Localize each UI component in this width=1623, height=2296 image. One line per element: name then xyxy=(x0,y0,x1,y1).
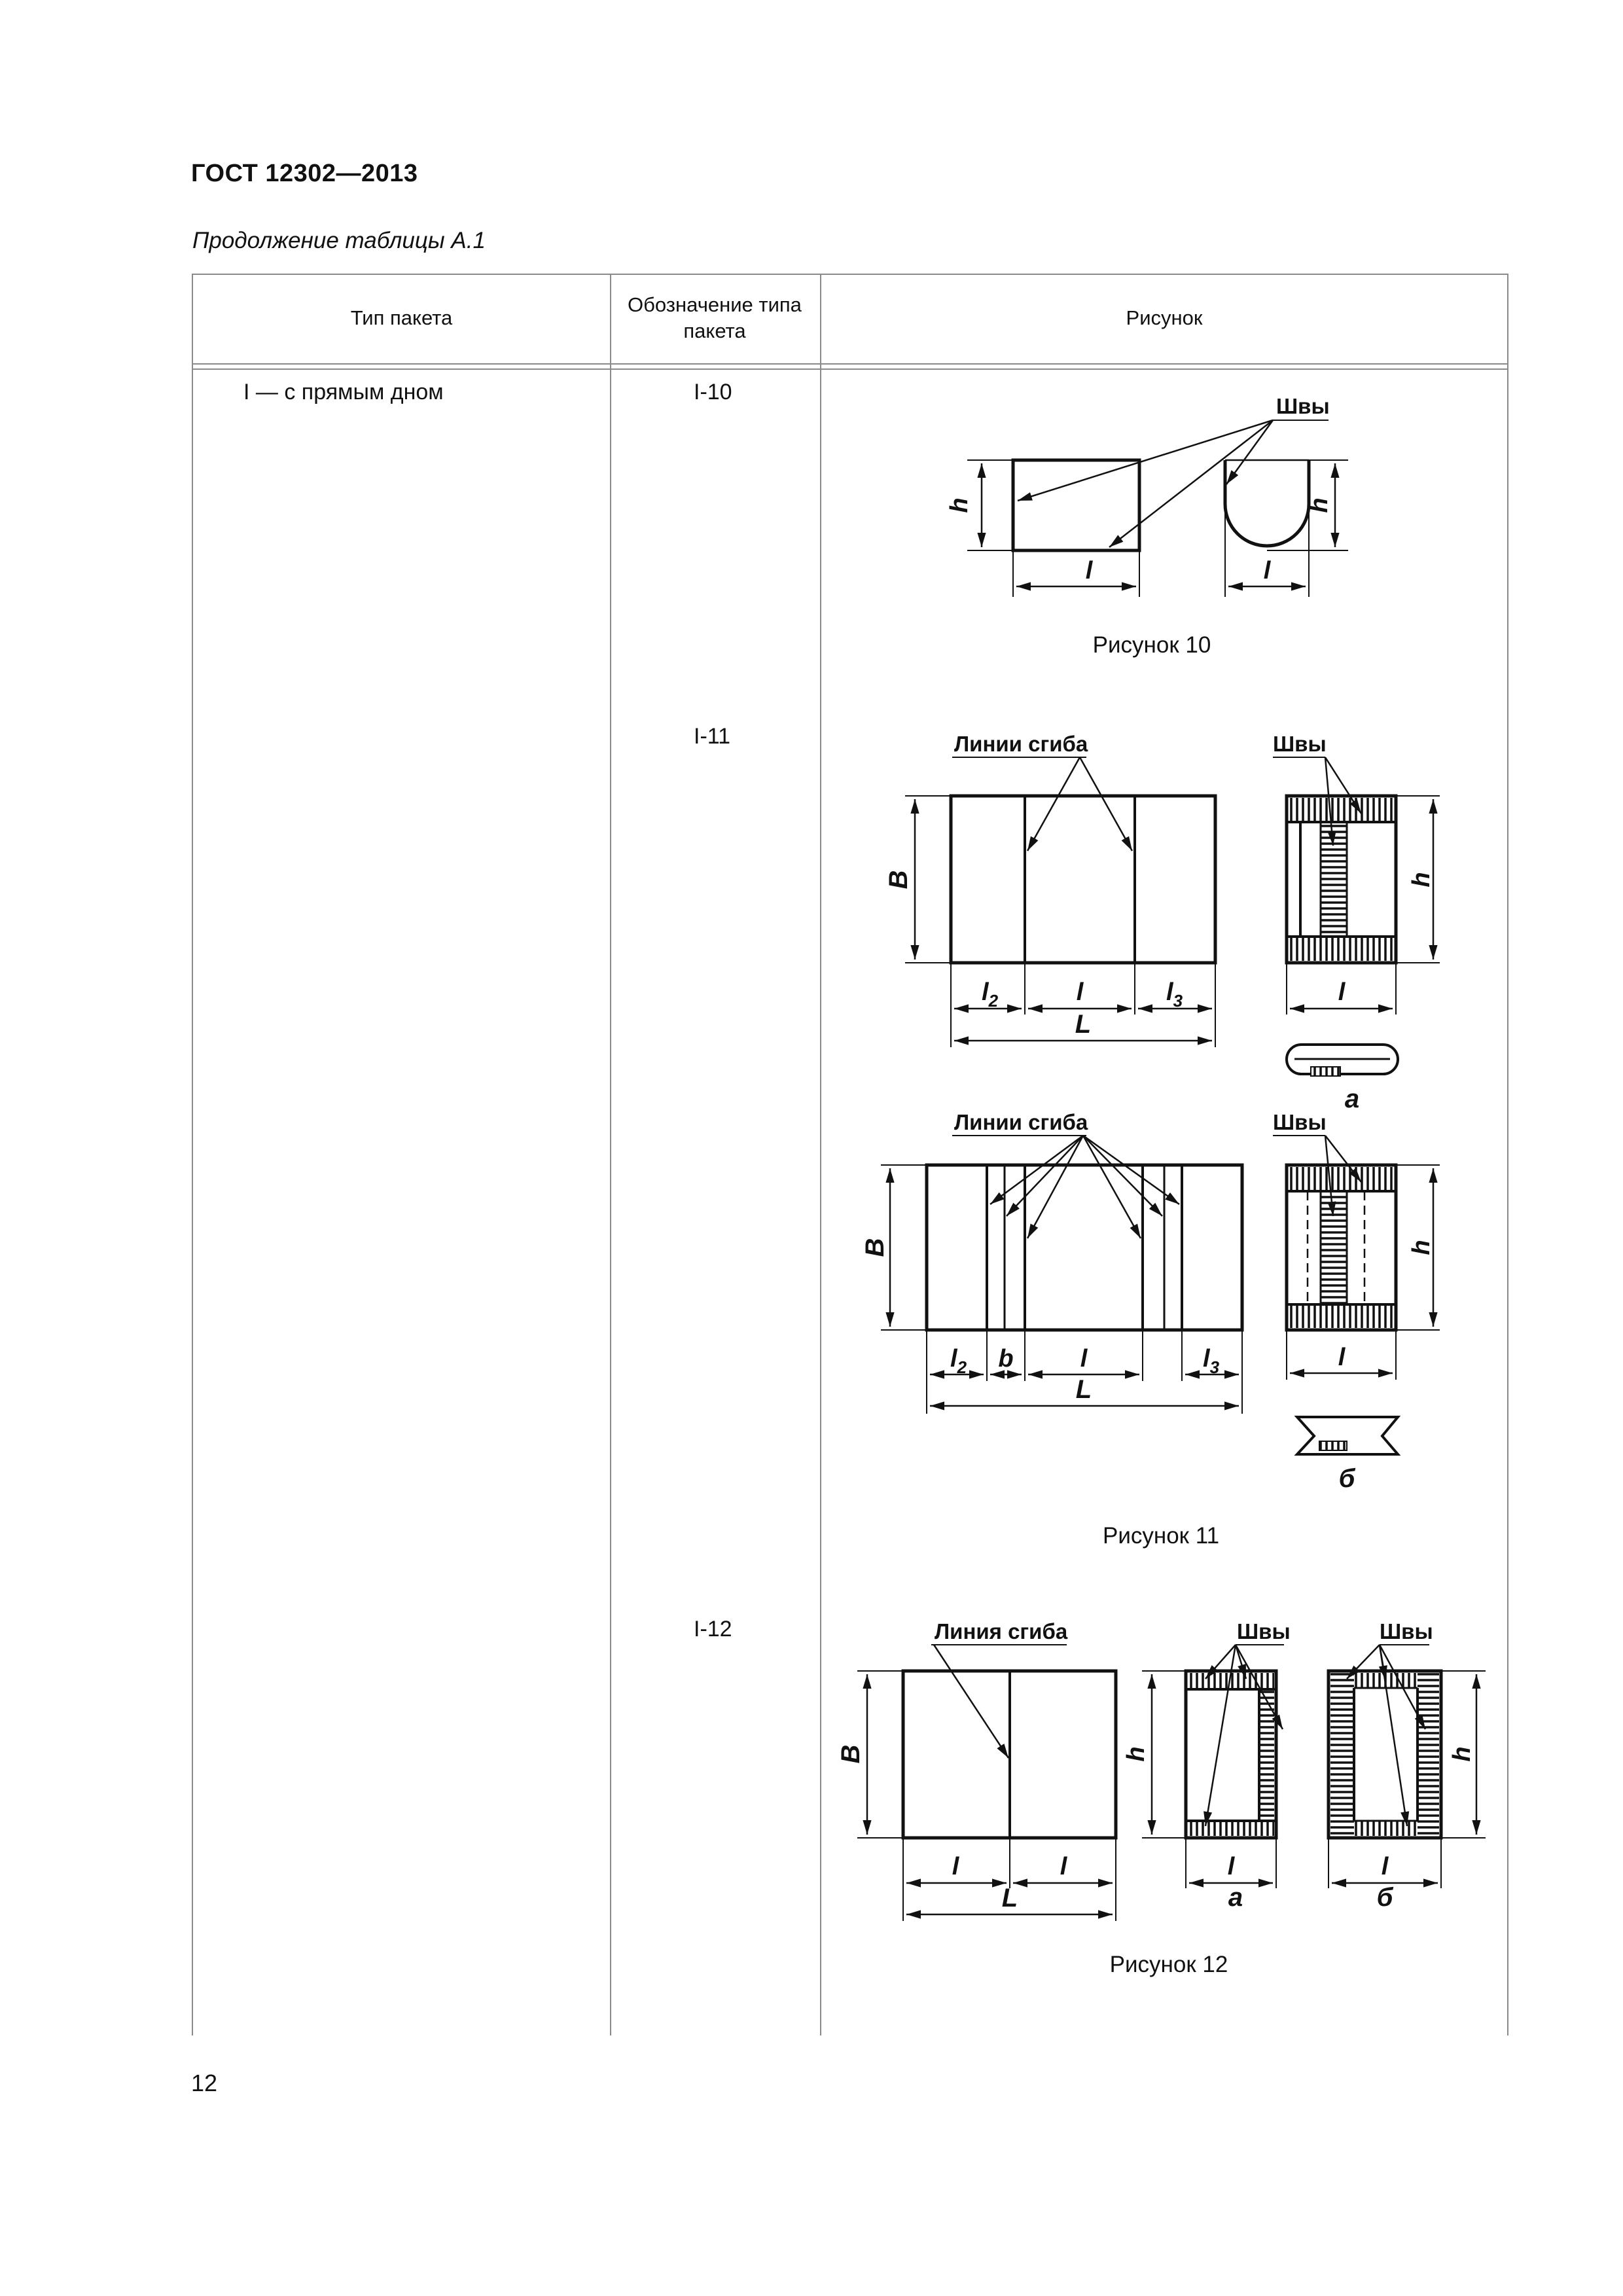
fig11a-seams-label: Швы xyxy=(1273,732,1327,756)
fig12b-h: h xyxy=(1448,1746,1476,1762)
row-type-cell: I — с прямым дном xyxy=(243,380,444,404)
fig11a-fold-lines-label: Линии сгиба xyxy=(954,732,1088,756)
fig11b-L: L xyxy=(1075,1375,1092,1404)
fig11a-h: h xyxy=(1408,872,1435,888)
fig11b-l2-letter: l xyxy=(950,1345,957,1372)
fig12a-h: h xyxy=(1122,1746,1150,1762)
row-designation-i12: I-12 xyxy=(694,1617,732,1641)
fig12b-seams-label: Швы xyxy=(1380,1619,1433,1643)
fig11b-l3-subscript: 3 xyxy=(1209,1357,1220,1377)
fig11a-l: l xyxy=(1076,978,1084,1006)
column-header-figure: Рисунок xyxy=(1126,306,1203,329)
fig11-label-b: б xyxy=(1338,1464,1355,1493)
fig10-l-right: l xyxy=(1263,557,1271,584)
row-designation-i10: I-10 xyxy=(694,380,732,404)
fig11b-b: b xyxy=(998,1345,1014,1372)
fig11b-l2-subscript: 2 xyxy=(957,1357,967,1377)
fig10-l-left: l xyxy=(1085,557,1093,584)
figure-11-caption: Рисунок 11 xyxy=(1102,1523,1220,1549)
fig11a-l2-subscript: 2 xyxy=(988,991,999,1011)
fig12-label-b: б xyxy=(1376,1883,1393,1912)
document-title: ГОСТ 12302—2013 xyxy=(191,160,418,187)
figure-11b-drawing xyxy=(881,1136,1440,1454)
fig12-B: B xyxy=(836,1744,865,1764)
fig12b-l: l xyxy=(1381,1853,1389,1880)
table-caption: Продолжение таблицы А.1 xyxy=(192,228,486,253)
fig12-l-left: l xyxy=(952,1853,959,1880)
fig11b-l3-letter: l xyxy=(1203,1345,1210,1372)
fig11b-l2 xyxy=(950,1345,967,1377)
fig11a-l2-letter: l xyxy=(982,978,989,1006)
fig12a-l: l xyxy=(1227,1853,1235,1880)
fig12a-seams-label: Швы xyxy=(1237,1619,1291,1643)
fig11a-l-right: l xyxy=(1338,978,1346,1006)
fig11a-l2 xyxy=(982,978,999,1011)
fig12-fold-line-label: Линия сгиба xyxy=(935,1619,1068,1643)
fig12-L: L xyxy=(1001,1884,1018,1912)
fig11-label-a: а xyxy=(1344,1085,1360,1113)
column-header-designation: Обозначение типа пакета xyxy=(628,293,802,342)
column-header-type: Тип пакета xyxy=(350,306,453,329)
page-number: 12 xyxy=(191,2070,218,2096)
fig11b-B: B xyxy=(861,1238,889,1257)
fig11b-h: h xyxy=(1408,1240,1435,1255)
fig12-l-right: l xyxy=(1060,1853,1067,1880)
fig11b-l-right: l xyxy=(1338,1344,1346,1371)
fig11a-B: B xyxy=(884,870,913,889)
fig11a-l3-subscript: 3 xyxy=(1173,991,1183,1011)
fig11b-l3 xyxy=(1203,1345,1220,1377)
fig11b-l: l xyxy=(1080,1345,1088,1372)
figure-12-caption: Рисунок 12 xyxy=(1109,1952,1228,1977)
fig12-label-a: а xyxy=(1228,1883,1243,1912)
figure-10-caption: Рисунок 10 xyxy=(1092,632,1211,658)
figure-10-drawing xyxy=(967,420,1348,597)
figure-11a-drawing xyxy=(905,757,1440,1076)
fig10-h-left: h xyxy=(946,497,973,513)
fig11a-l3-letter: l xyxy=(1166,978,1173,1006)
fig10-h-right: h xyxy=(1306,497,1333,513)
fig11a-L: L xyxy=(1075,1010,1092,1039)
fig11a-l3 xyxy=(1166,978,1183,1011)
fig11b-fold-lines-label: Линии сгиба xyxy=(954,1110,1088,1134)
row-designation-i11: I-11 xyxy=(694,724,731,749)
fig10-seams-label: Швы xyxy=(1276,394,1330,418)
fig11b-seams-label: Швы xyxy=(1273,1110,1327,1134)
